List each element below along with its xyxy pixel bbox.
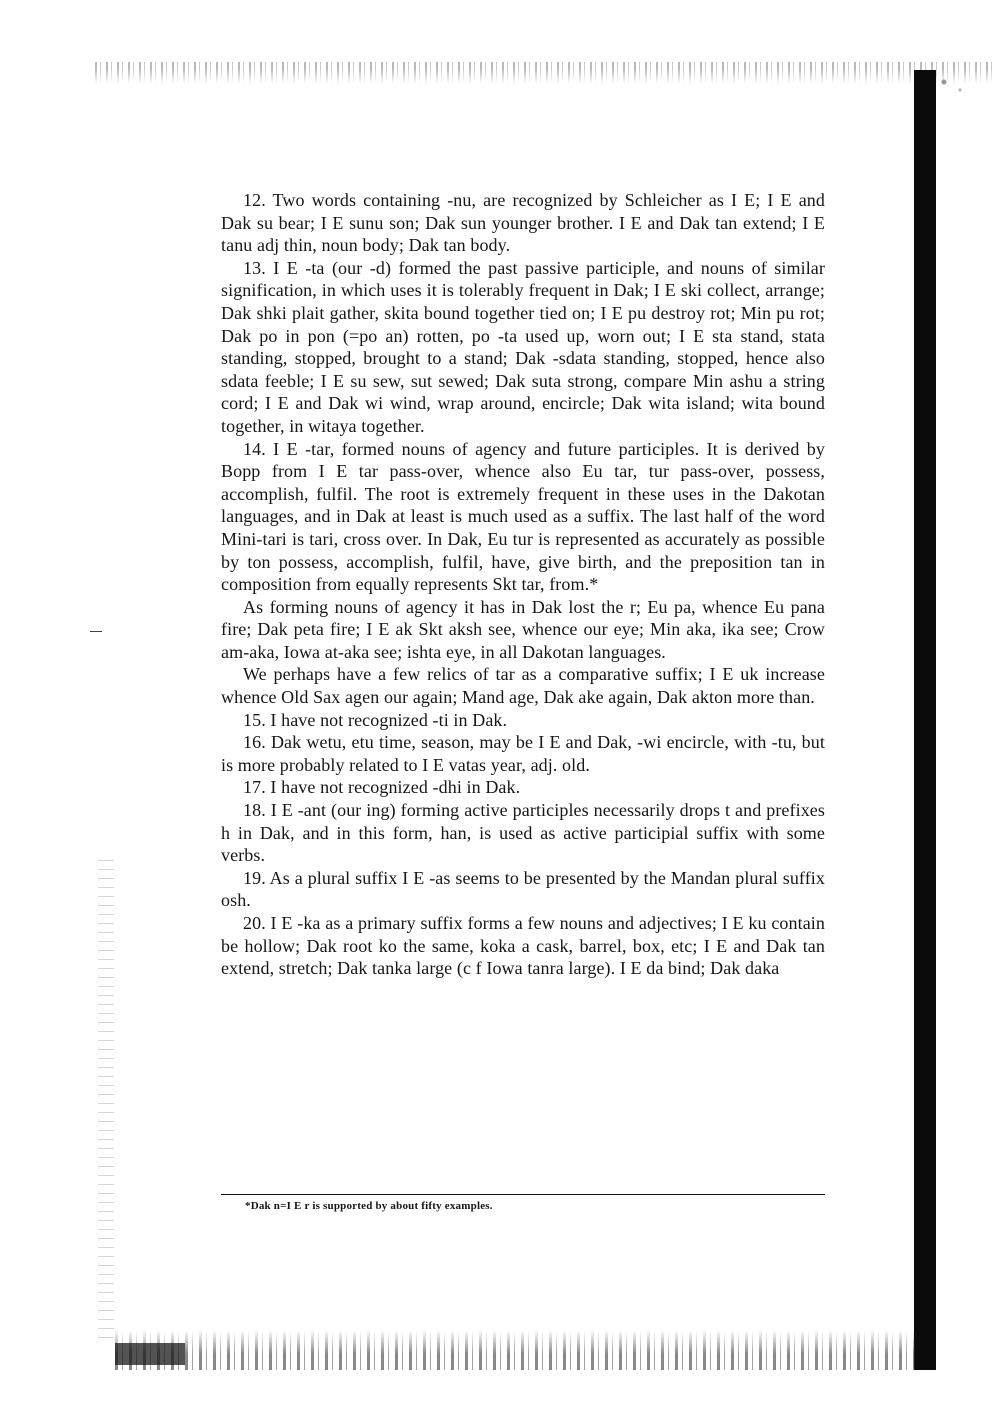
paragraph-agency: As forming nouns of agency it has in Dak lost the r; Eu pa, whence Eu pana fire; Dak peta fire; I E ak Skt aksh see, whence our eye; Min aka, ika see; Crow am-aka, Iowa at-aka see; ishta eye, in all Dakotan languages. [221,596,825,662]
scan-left-mark [90,631,102,632]
page-body [221,189,825,980]
paragraph-18: 18. I E -ant (our ing) forming active participles necessarily drops t and prefixes h in Dak, and in this form, han, is used as active participial suffix with some verbs. [221,800,825,866]
paragraph-17: 17. I have not recognized -dhi in Dak. [243,777,521,798]
paragraph-15: 15. I have not recognized -ti in Dak. [243,709,508,730]
paragraph-comparative: We perhaps have a few relics of tar as a comparative suffix; I E uk increase whence Old Sax agen our again; Mand age, Dak ake again, Dak akton more than. [221,664,825,708]
scan-right-edge [914,70,936,1370]
scan-left-edge [98,860,114,1340]
paragraph-19: 19. As a plural suffix I E -as seems to be presented by the Mandan plural suffix osh. [221,867,825,911]
scan-right-speckle [936,70,976,110]
scan-bottom-edge [115,1330,915,1370]
paragraph-14: 14. I E -tar, formed nouns of agency and future participles. It is derived by Bopp from I E tar pass-over, whence also Eu tar, tur pass-over, possess, accomplish, fulfil. The root is extremely frequent in these uses in the Dakotan languages, and in Dak at least is much used as a suffix. The last half of the word Mini-tari is tari, cross over. In Dak, Eu tur is represented as accurately as possible by ton possess, accomplish, fulfil, have, give birth, and the preposition tan in composition from equally represents Skt tar, from.* [221,438,825,595]
paragraph-20: 20. I E -ka as a primary suffix forms a few nouns and adjectives; I E ku contain be hollow; Dak root ko the same, koka a cask, barrel, box, etc; I E and Dak tan extend, stretch; Dak tanka large (c f Iowa tanra large). I E da bind; Dak daka [221,913,825,979]
scan-bottom-blot [115,1343,185,1365]
paragraph-13: 13. I E -ta (our -d) formed the past passive participle, and nouns of similar signification, in which uses it is tolerably frequent in Dak; I E ski collect, arrange; Dak shki plait gather, skita bound together tied on; I E pu destroy rot; Min pu rot; Dak po in pon (=po an) rotten, po -ta used up, worn out; I E sta stand, stata standing, stopped, brought to a stand; Dak -sdata standing, stopped, hence also sdata feeble; I E su sew, sut sewed; Dak suta strong, compare Min ashu a string cord; I E and Dak wi wind, wrap around, encircle; Dak wita island; wita bound together, in witaya together. [221,257,825,436]
footnote-rule [221,1194,825,1195]
footnote: *Dak n=I E r is supported by about fifty examples. [245,1200,493,1212]
paragraph-12: 12. Two words containing -nu, are recognized by Schleicher as I E; I E and Dak su bear; I E sunu son; Dak sun younger brother. I E and Dak tan extend; I E tanu adj thin, noun body; Dak tan body. [221,190,825,256]
scan-top-edge [95,62,995,86]
paragraph-16: 16. Dak wetu, etu time, season, may be I E and Dak, -wi encircle, with -tu, but is more probably related to I E vatas year, adj. old. [221,732,825,775]
